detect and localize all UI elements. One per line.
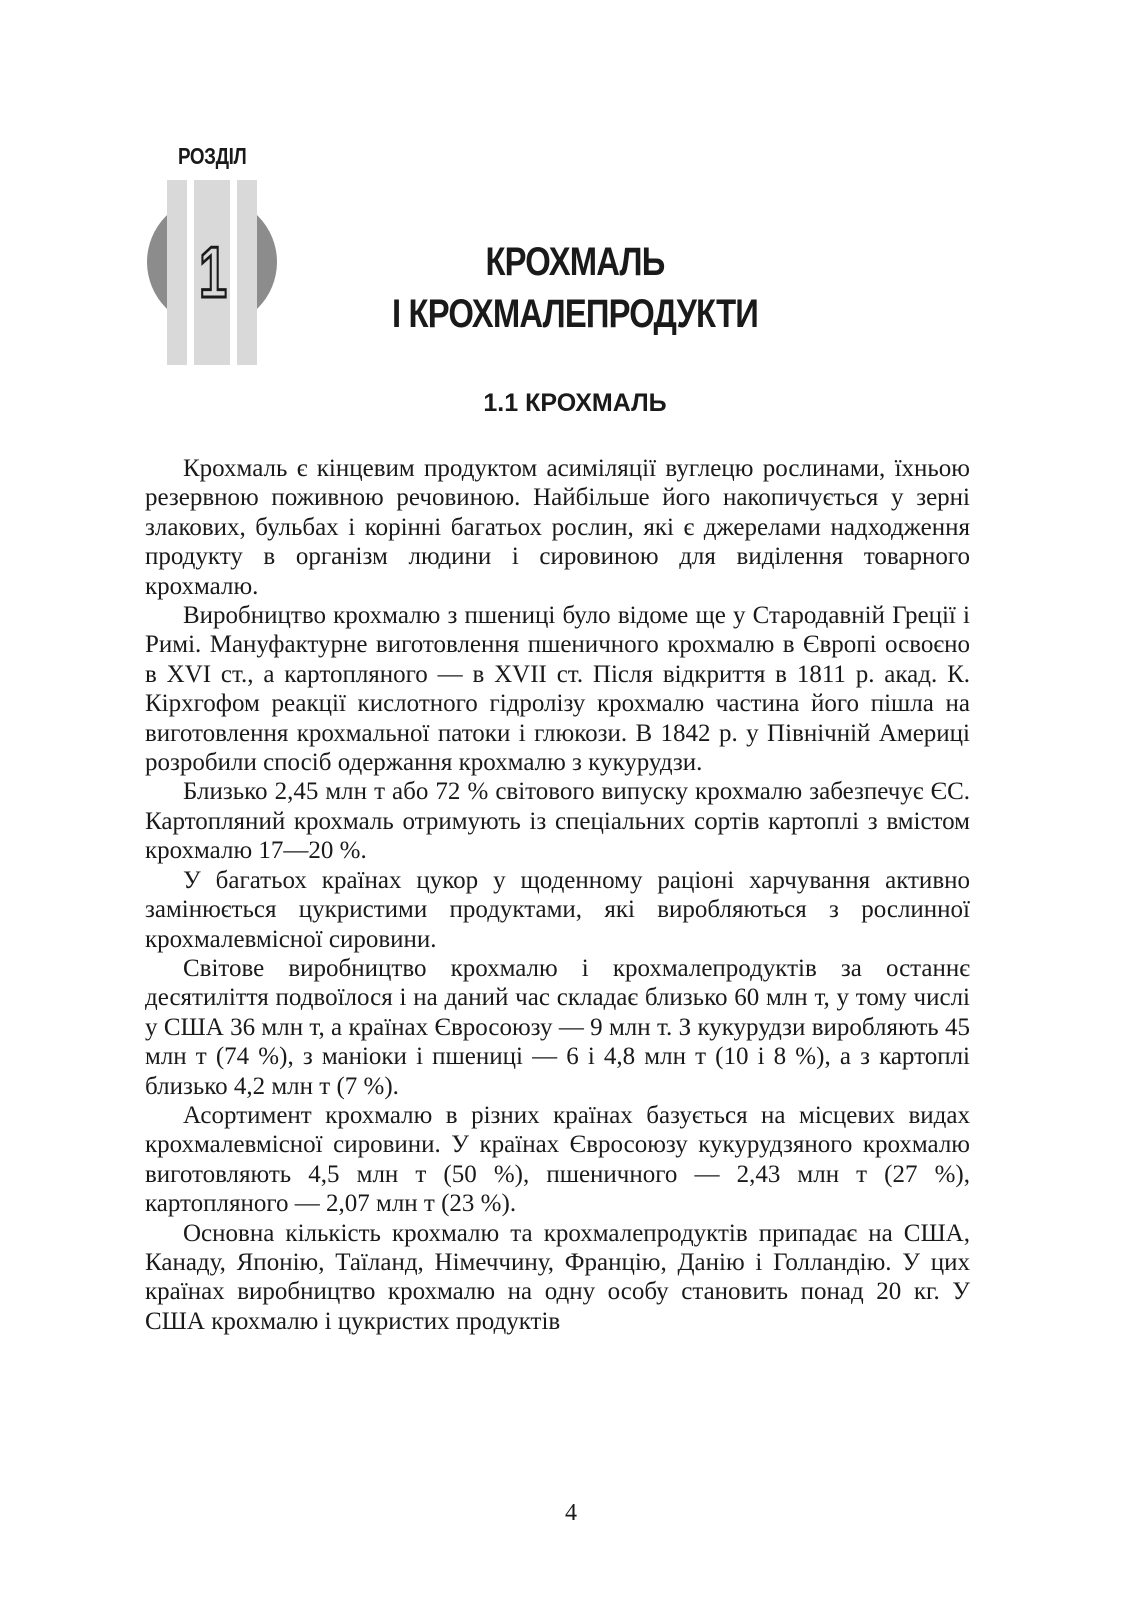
chapter-title-line-1: КРОХМАЛЬ: [485, 240, 665, 284]
paragraph-7: Основна кількість крохмалю та крохмалепродуктів припадає на США, Канаду, Японію, Таїланд, Німеччину, Францію, Данію і Голландію. У цих країнах виробництво крохмалю на одну особу становить понад 20 кг. У США крохмалю і цукристих продуктів: [145, 1219, 970, 1335]
paragraph-4: У багатьох країнах цукор у щоденному раціоні харчування активно замінюється цукристими продуктами, які виробляються з рослинної крохмалевмісної сировини.: [145, 866, 970, 953]
chapter-label: РОЗДІЛ: [178, 143, 247, 169]
chapter-title-line-2: І КРОХМАЛЕПРОДУКТИ: [391, 292, 759, 336]
paragraph-6: Асортимент крохмалю в різних країнах базується на місцевих видах крохмалевмісної сировини. У країнах Євросоюзу кукурудзяного крохмалю виготовляють 4,5 млн т (50 %), пшеничного — 2,43 млн т (27 %), картопляного — 2,07 млн т (23 %).: [145, 1101, 970, 1218]
chapter-number: 1: [198, 233, 228, 314]
chapter-title: [330, 236, 820, 340]
emblem-bar-gap-1: [187, 180, 194, 365]
chapter-emblem: [140, 140, 300, 380]
paragraph-1: Крохмаль є кінцевим продуктом асиміляції вуглецю рослинами, їхньою резервною поживною речовиною. Найбільше його накопичується у зерні злакових, бульбах і корінні багатьох рослин, які є джерелами надходження продукту в організм людини і сировиною для виділення товарного крохмалю.: [145, 455, 970, 600]
section-heading: 1.1 КРОХМАЛЬ: [483, 389, 667, 417]
chapter-emblem-graphic: [140, 140, 300, 380]
paragraph-2: Виробництво крохмалю з пшениці було відоме ще у Стародавній Греції і Римі. Мануфактурне виготовлення пшеничного крохмалю в Європі освоєно в XVI ст., а картопляного — в XVII ст. Після відкриття в 1811 р. акад. К. Кірхгофом реакції кислотного гідролізу крохмалю частина його пішла на виготовлення крохмальної патоки і глюкози. В 1842 р. у Північній Америці розробили спосіб одержання крохмалю з кукурудзи.: [145, 602, 970, 777]
paragraph-3: Близько 2,45 млн т або 72 % світового випуску крохмалю забезпечує ЄС. Картопляний крохмаль отримують із спеціальних сортів картоплі з вмістом крохмалю 17—20 %.: [145, 778, 970, 865]
paragraph-5: Світове виробництво крохмалю і крохмалепродуктів за останнє десятиліття подвоїлося і на даний час складає близько 60 млн т, у тому числі у США 36 млн т, а країнах Євросоюзу — 9 млн т. З кукурудзи виробляють 45 млн т (74 %), з маніоки і пшениці — 6 і 4,8 млн т (10 і 8 %), а з картоплі близько 4,2 млн т (7 %).: [145, 954, 970, 1100]
emblem-bar-gap-2: [230, 180, 237, 365]
body-text: [145, 454, 970, 1336]
page-number: 4: [565, 1500, 577, 1526]
